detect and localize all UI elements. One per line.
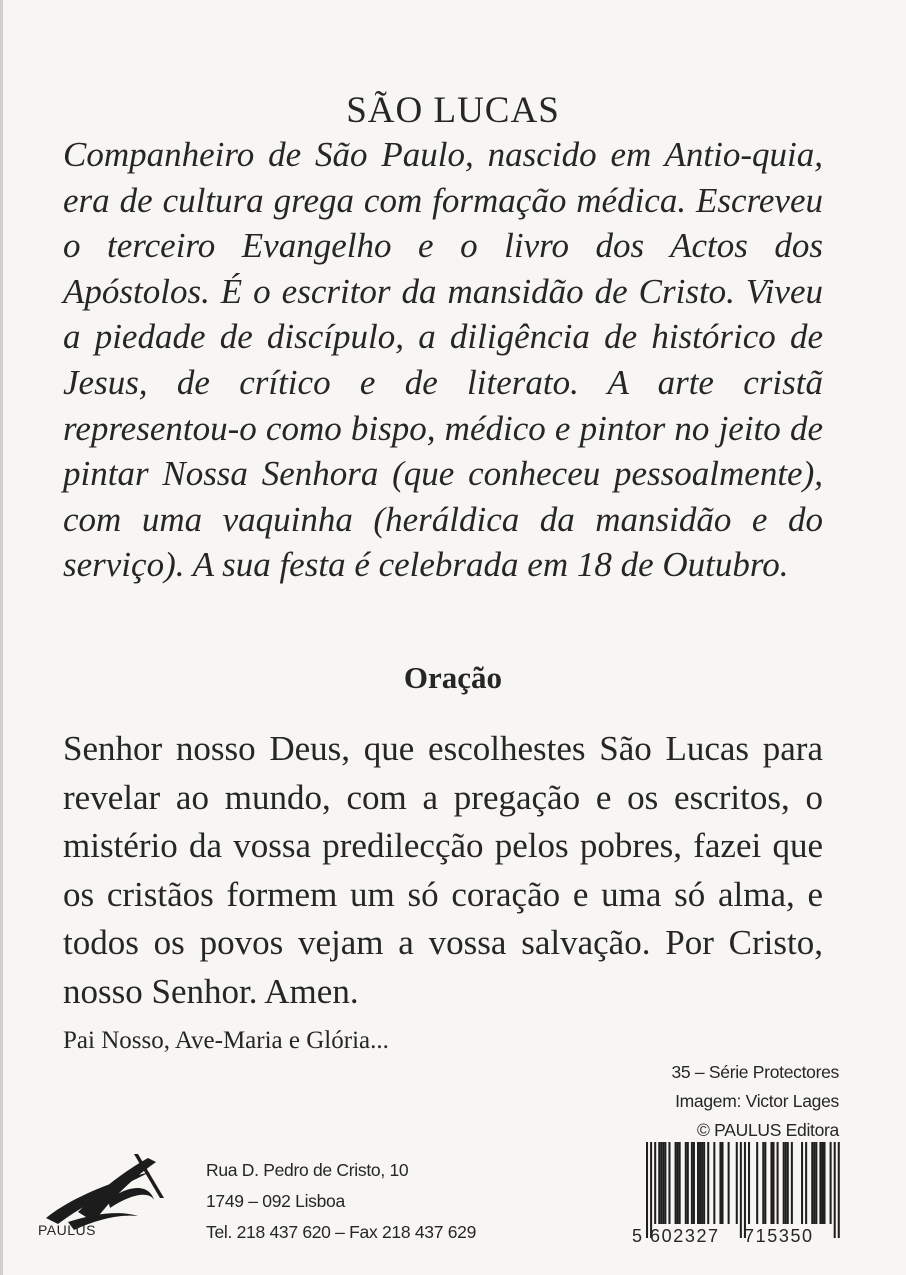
- image-credit: Imagem: Victor Lages: [675, 1091, 839, 1111]
- barcode-bar: [691, 1142, 693, 1224]
- barcode-bar: [713, 1142, 715, 1224]
- barcode-bar: [813, 1142, 815, 1224]
- barcode-bar: [791, 1142, 793, 1224]
- card-edge: [0, 0, 3, 1275]
- barcode-bar: [830, 1142, 832, 1224]
- barcode-bar: [677, 1142, 679, 1224]
- barcode-bar: [664, 1142, 666, 1224]
- barcode-bar: [668, 1142, 670, 1224]
- barcode-bar: [707, 1142, 709, 1224]
- closing-prayers: Pai Nosso, Ave-Maria e Glória...: [63, 1027, 389, 1054]
- barcode-bar: [783, 1142, 785, 1224]
- series-label: 35 – Série Protectores: [671, 1062, 839, 1082]
- barcode-bar: [693, 1142, 695, 1224]
- barcode-bar: [801, 1142, 803, 1224]
- barcode-bars: [646, 1142, 840, 1238]
- barcode-bar: [650, 1142, 652, 1238]
- barcode-bar: [744, 1142, 746, 1238]
- barcode-bar: [785, 1142, 787, 1224]
- barcode-left-group: 602327: [650, 1226, 720, 1245]
- barcode-bar: [805, 1142, 807, 1224]
- prayer-text: Senhor nosso Deus, que escolhestes São Lucas para revelar ao mundo, com a pregação e os escritos, o mistério da vossa predilecção pelos pobres, fazei que os cristãos formem um só coração e uma só alma, e todos os povos vejam a vossa salvação. Por Cristo, nosso Senhor. Amen.: [63, 729, 823, 1011]
- credits-block: [671, 1058, 839, 1145]
- barcode-bar: [834, 1142, 836, 1238]
- barcode-bar: [787, 1142, 789, 1224]
- barcode-bar: [748, 1142, 750, 1224]
- barcode-bar: [815, 1142, 817, 1224]
- publisher-logo-label: PAULUS: [38, 1222, 96, 1238]
- barcode-right-group: 715350: [744, 1226, 814, 1245]
- barcode-bar: [821, 1142, 823, 1224]
- barcode-first-digit: 5: [632, 1226, 643, 1245]
- barcode-bar: [685, 1142, 687, 1224]
- barcode-bar: [679, 1142, 681, 1224]
- barcode-bar: [770, 1142, 772, 1224]
- barcode-bar: [719, 1142, 721, 1224]
- barcode-bar: [772, 1142, 774, 1224]
- address-postal: 1749 – 092 Lisboa: [206, 1191, 345, 1211]
- page-title: SÃO LUCAS: [346, 89, 560, 131]
- barcode-bar: [654, 1142, 656, 1224]
- barcode-bar: [658, 1142, 660, 1224]
- barcode-bar: [701, 1142, 703, 1224]
- barcode-bar: [819, 1142, 821, 1224]
- barcode-bar: [838, 1142, 840, 1238]
- prayer-heading: Oração: [403, 660, 503, 695]
- barcode-bar: [703, 1142, 705, 1224]
- barcode-bar: [736, 1142, 738, 1224]
- barcode-bar: [660, 1142, 662, 1224]
- barcode-bar: [662, 1142, 664, 1224]
- barcode-bar: [762, 1142, 764, 1224]
- barcode-bar: [687, 1142, 689, 1224]
- barcode-bar: [756, 1142, 758, 1224]
- barcode-bar: [721, 1142, 723, 1224]
- barcode-bar: [777, 1142, 779, 1224]
- publisher-address: [206, 1155, 476, 1248]
- barcode-bar: [675, 1142, 677, 1224]
- saint-biography: Companheiro de São Paulo, nascido em Antio-quia, era de cultura grega com formação médica. Escreveu o terceiro Evangelho e o livro dos Actos dos Apóstolos. É o escritor da mansidão de Cristo. Viveu a piedade de discípulo, a diligência de histórico de Jesus, de crítico e de literato. A arte cristã representou-o como bispo, médico e pintor no jeito de pintar Nossa Senhora (que conheceu pessoalmente), com uma vaquinha (heráldica da mansidão e do serviço). A sua festa é celebrada em 18 de Outubro.: [63, 135, 823, 585]
- barcode-bar: [697, 1142, 699, 1224]
- barcode-bar: [740, 1142, 742, 1238]
- address-street: Rua D. Pedro de Cristo, 10: [206, 1160, 409, 1180]
- barcode: [632, 1142, 842, 1245]
- barcode-bar: [811, 1142, 813, 1224]
- barcode-bar: [728, 1142, 730, 1224]
- copyright-notice: © PAULUS Editora: [697, 1120, 839, 1140]
- barcode-bar: [699, 1142, 701, 1224]
- barcode-bar: [764, 1142, 766, 1224]
- barcode-bar: [823, 1142, 825, 1224]
- address-phone: Tel. 218 437 620 – Fax 218 437 629: [206, 1222, 477, 1242]
- barcode-bar: [646, 1142, 648, 1238]
